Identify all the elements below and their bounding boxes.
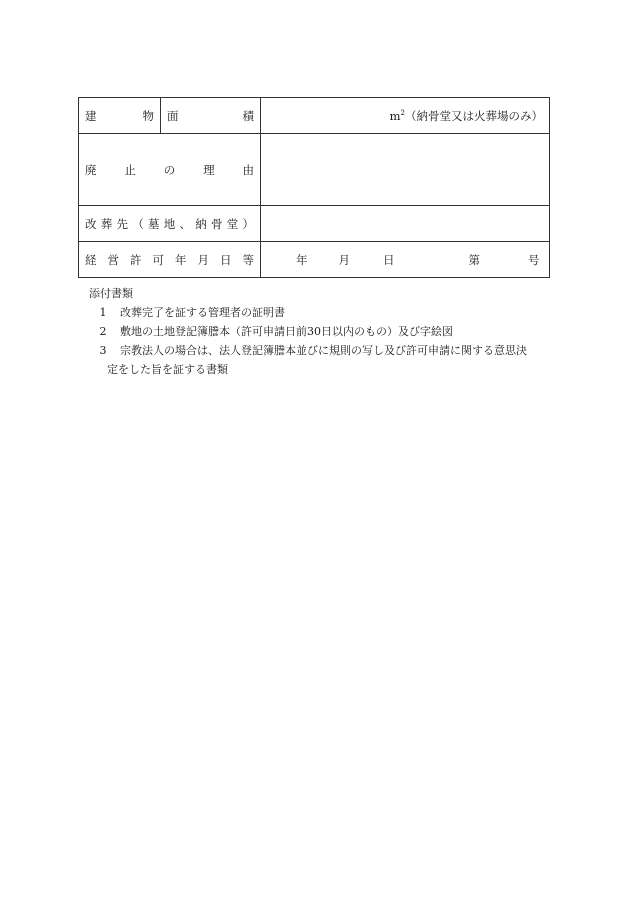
attachment-item	[89, 341, 559, 360]
year-label: 年	[296, 252, 308, 267]
permit-date-row	[79, 242, 550, 278]
abolition-form-table	[78, 97, 550, 278]
attachment-text: 敷地の土地登記簿謄本（許可申請日前30日以内のもの）及び字絵図	[120, 325, 453, 338]
building-area-row	[79, 98, 550, 134]
attachment-item	[89, 322, 559, 341]
attachment-text: 改葬完了を証する管理者の証明書	[120, 306, 285, 319]
attachment-number: 1	[99, 306, 107, 319]
attachments-section	[89, 284, 559, 379]
area-note: （納骨堂又は火葬場のみ）	[405, 108, 543, 123]
day-label: 日	[383, 252, 395, 267]
attachment-number: 2	[99, 325, 107, 338]
relocation-label: 改葬先（墓地、納骨堂）	[79, 206, 261, 242]
attachment-text: 宗教法人の場合は、法人登記簿謄本並びに規則の写し及び許可申請に関する意思決	[120, 344, 527, 357]
building-area-field[interactable]	[261, 98, 550, 134]
number-prefix: 第	[468, 252, 480, 267]
attachment-text-continuation: 定をした旨を証する書類	[107, 363, 228, 376]
permit-date-label: 経営許可年月日等	[79, 242, 261, 278]
square-meter-unit: $m^2$	[389, 108, 405, 123]
relocation-row	[79, 206, 550, 242]
month-label: 月	[338, 252, 350, 267]
area-label: 面積	[161, 98, 261, 134]
number-suffix: 号	[528, 252, 540, 267]
attachment-number: 3	[99, 344, 107, 357]
abolition-reason-label: 廃止の理由	[79, 134, 261, 206]
attachments-heading: 添付書類	[89, 287, 133, 300]
abolition-reason-field[interactable]	[261, 134, 550, 206]
abolition-reason-row	[79, 134, 550, 206]
permit-date-field[interactable]	[261, 242, 550, 278]
building-label: 建物	[79, 98, 161, 134]
attachment-item	[89, 303, 559, 322]
relocation-field[interactable]	[261, 206, 550, 242]
